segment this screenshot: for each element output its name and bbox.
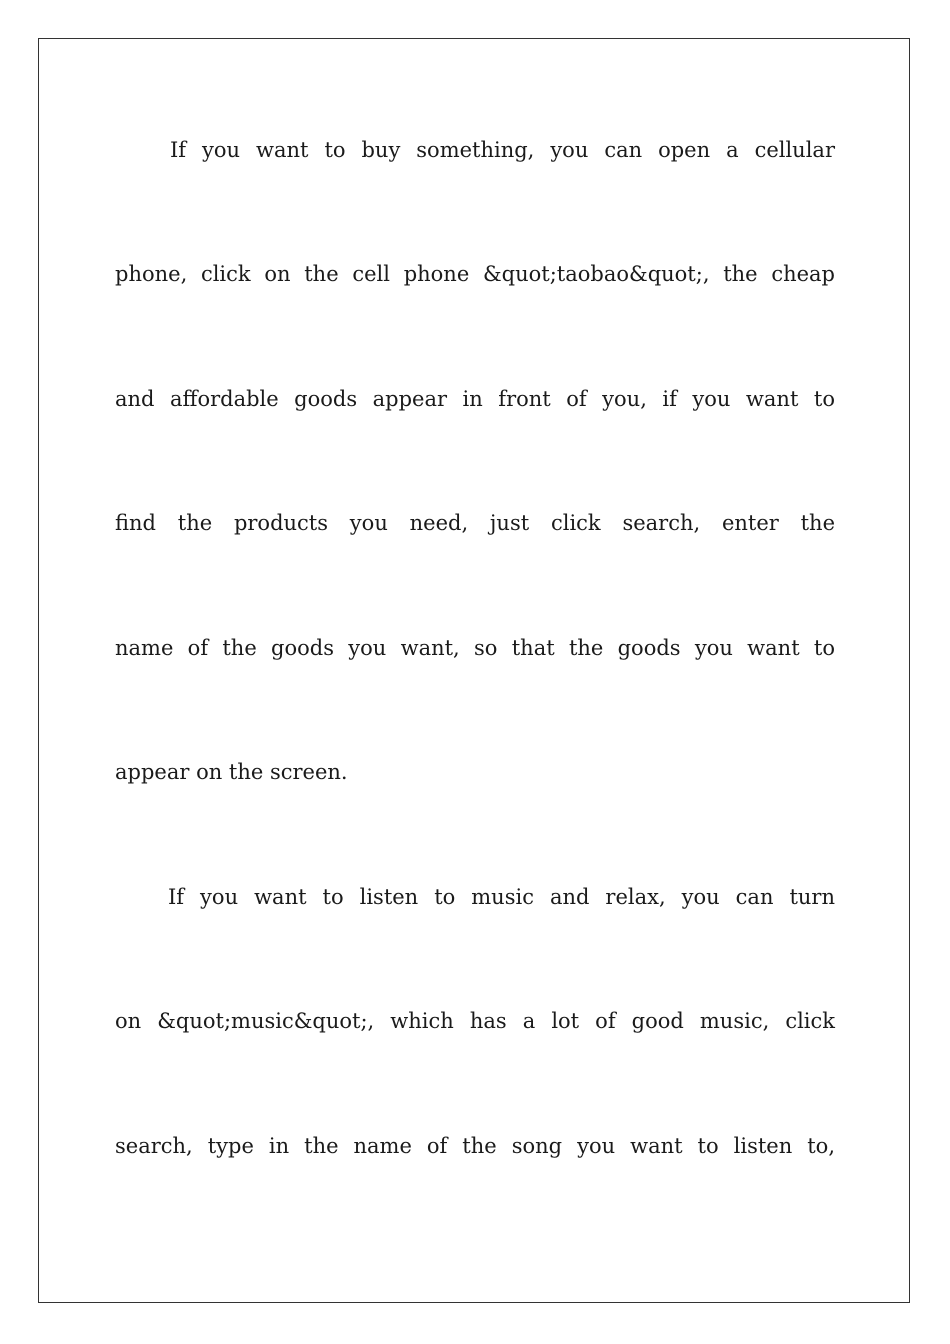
paragraph-1-line-6: appear on the screen. <box>115 760 348 784</box>
paragraph-2-line-1: If you want to listen to music and relax, you can turn <box>168 885 835 909</box>
paragraph-2-line-3: search, type in the name of the song you want to listen to, <box>115 1134 835 1158</box>
paragraph-1-line-5: name of the goods you want, so that the goods you want to <box>115 636 835 660</box>
paragraph-1-line-2: phone, click on the cell phone &quot;taobao&quot;, the cheap <box>115 262 835 286</box>
paragraph-1-line-3: and affordable goods appear in front of you, if you want to <box>115 387 835 411</box>
paragraph-2-line-2: on &quot;music&quot;, which has a lot of good music, click <box>115 1009 835 1033</box>
paragraph-1-line-4: find the products you need, just click search, enter the <box>115 511 835 535</box>
page-border <box>38 38 910 1303</box>
paragraph-1-line-1: If you want to buy something, you can open a cellular <box>170 138 835 162</box>
